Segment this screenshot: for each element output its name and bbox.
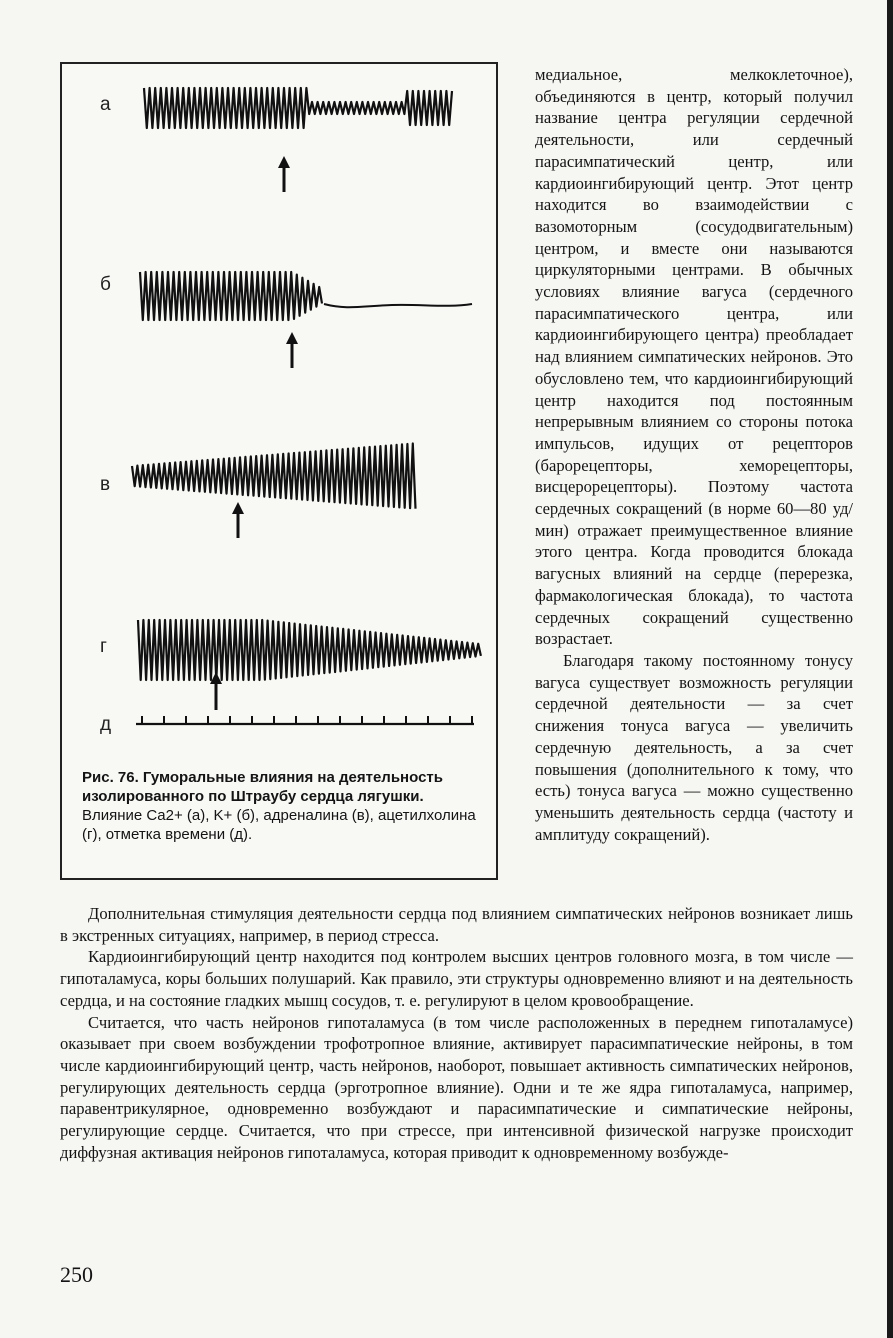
trace-g-wave bbox=[138, 620, 481, 680]
page-number: 250 bbox=[60, 1262, 93, 1287]
figure-caption bbox=[82, 768, 492, 844]
right-paragraph-2: Благодаря такому постоянному тонусу вагуса существует возможность регуляции сердечной деятельности — за счет снижения тонуса вагуса — увеличить сердечную деятельность, а за счет повышения (дополнительного к тому, что есть) тонуса вагуса — можно существенно уменьшить деятельность сердца (частоту и амплитуду сокращений). bbox=[535, 650, 853, 844]
trace-a-arrow bbox=[278, 156, 290, 192]
right-paragraph-1: медиальное, мелкоклеточное), объединяются в центр, который получил название центра регуляции сердечной деятельности, или сердечный парасимпатический центр, или кардиоингибирующий центр. Этот центр находится во взаимодействии с вазомоторным (сосудодвигательным) центром, и вместе они называются циркуляторными центрами. В обычных условиях влияние вагуса (сердечного парасимпатического центра, или кардиоингибирующего центра) преобладает над влиянием симпатических нейронов. Это обусловлено тем, что кардиоингибирующий центр находится под постоянным непрерывным влиянием со стороны потока импульсов, идущих от рецепторов (барорецепторы, хеморецепторы, висцерорецепторы). Поэтому частота сердечных сокращений (в норме 60—80 уд/мин) отражает преимущественное влияние этого центра. Когда проводится блокада вагусных влияний на сердце (перерезка, фармакологическая блокада), то частота сердечных сокращений существенно возрастает. bbox=[535, 65, 853, 649]
trace-label-a: а bbox=[100, 94, 111, 115]
full-paragraph-3: Считается, что часть нейронов гипоталамуса (в том числе расположенных в переднем гипоталамусе) оказывает при своем возбуждении трофотропное влияние, активирует парасимпатические нейроны, в том числе кардиоингибирующий центр, часть нейронов, наоборот, повышает активность симпатических нейронов, регулирующих деятельность сердца (эрготропное влияние). Одни и те же ядра гипоталамуса, например, паравентрикулярное, одновременно возбуждают и парасимпатические и симпатические нейроны, регулирующие сердце. Считается, что при стрессе, при интенсивной физической нагрузке происходит диффузная активация нейронов гипоталамуса, которая приводит к одновременному возбужде- bbox=[60, 1012, 853, 1162]
trace-b-wave bbox=[140, 272, 322, 320]
trace-label-v: в bbox=[100, 474, 111, 495]
trace-label-b: б bbox=[100, 274, 111, 295]
full-width-text bbox=[60, 903, 853, 1163]
trace-v-arrow bbox=[232, 502, 244, 538]
caption-body: Влияние Ca2+ (а), K+ (б), адреналина (в), ацетилхолина (г), отметка времени (д). bbox=[82, 807, 476, 843]
trace-v-wave bbox=[132, 444, 416, 509]
full-paragraph-1: Дополнительная стимуляция деятельности сердца под влиянием симпатических нейронов возникает лишь в экстренных ситуациях, например, в период стресса. bbox=[60, 904, 853, 945]
full-paragraph-2: Кардиоингибирующий центр находится под контролем высших центров головного мозга, в том числе — гипоталамуса, коры больших полушарий. Как правило, эти структуры одновременно влияют и на деятельность сердца, и на состояние гладких мышц сосудов, т. е. регулируют в целом кровообращение. bbox=[60, 947, 853, 1010]
trace-b-flat bbox=[324, 304, 472, 307]
caption-title: Рис. 76. Гуморальные влияния на деятельность изолированного по Штраубу сердца лягушки. bbox=[82, 769, 443, 805]
scan-edge bbox=[887, 0, 893, 1338]
kymograph-traces bbox=[62, 64, 496, 764]
right-column-text bbox=[535, 64, 853, 845]
trace-label-d: д bbox=[100, 714, 112, 735]
figure-76 bbox=[60, 62, 498, 880]
trace-label-g: г bbox=[100, 636, 107, 657]
trace-a-wave bbox=[144, 88, 452, 128]
trace-b-arrow bbox=[286, 332, 298, 368]
